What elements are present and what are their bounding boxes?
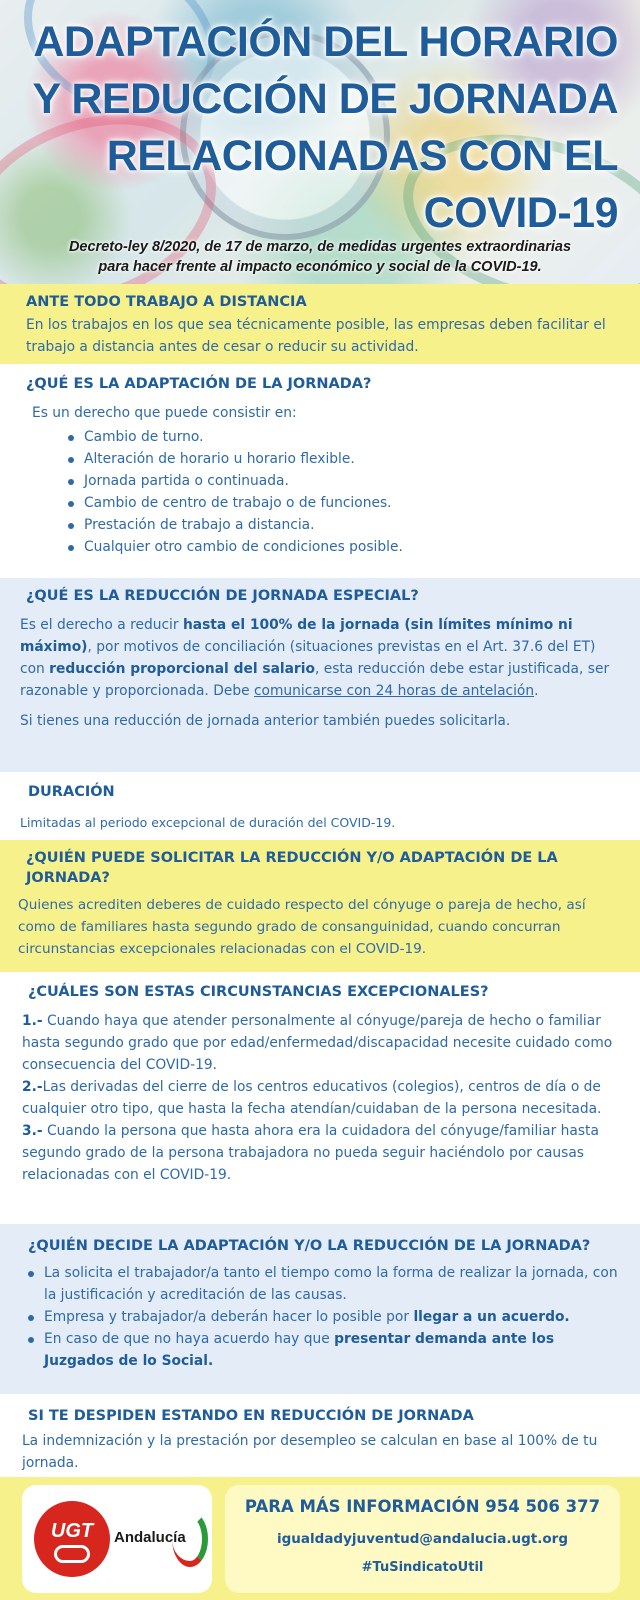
section-heading: SI TE DESPIDEN ESTANDO EN REDUCCIÓN DE JORNADA	[28, 1408, 474, 1424]
list-item: La solicita el trabajador/a tanto el tiempo como la forma de realizar la jornada, con la justificación y acreditación de las causas.	[26, 1262, 620, 1306]
section-heading: DURACIÓN	[28, 784, 115, 800]
handshake-icon	[54, 1545, 90, 1563]
item-text: Cuando la persona que hasta ahora era la cuidadora del cónyuge/familiar hasta segundo grado de la persona trabajadora no pueda seguir haciéndolo por causas relacionadas con el COVID-19.	[22, 1123, 599, 1183]
decreto-line: Decreto-ley 8/2020, de 17 de marzo, de medidas urgentes extraordinarias	[68, 239, 572, 255]
item-text: Las derivadas del cierre de los centros educativos (colegios), centros de día o de cualquier otro tipo, que hasta la fecha atendían/cuidaban de la persona necesitada.	[22, 1079, 602, 1117]
text-run: reducción proporcional del salario	[49, 661, 315, 677]
list-item: Prestación de trabajo a distancia.	[66, 514, 614, 536]
section-heading: ¿QUIÉN PUEDE SOLICITAR LA REDUCCIÓN Y/O ADAPTACIÓN DE LA JORNADA?	[26, 850, 558, 886]
section-quien-decide	[0, 1224, 640, 1394]
footer	[0, 1477, 640, 1600]
list-item: Alteración de horario u horario flexible.	[66, 448, 614, 470]
title-line: COVID-19	[423, 189, 618, 237]
list-item	[22, 1120, 618, 1186]
page-title	[18, 14, 618, 242]
section-text: Limitadas al periodo excepcional de duración del COVID-19.	[20, 815, 396, 830]
section-heading: ANTE TODO TRABAJO A DISTANCIA	[26, 294, 307, 310]
list-item	[22, 1010, 618, 1076]
item-number: 3.-	[22, 1123, 43, 1139]
text-run: hasta el 100% de la jornada (sin límites mínimo ni máximo)	[20, 617, 573, 655]
section-intro: Es un derecho que puede consistir en:	[32, 405, 297, 421]
text-run: En caso de que no haya acuerdo hay que	[44, 1331, 335, 1347]
text-run: .	[534, 683, 539, 699]
section-adaptacion	[0, 364, 640, 578]
item-text: Cuando haya que atender personalmente al cónyuge/pareja de hecho o familiar hasta segundo grado que por edad/enfermedad/discapacidad necesite cuidado como consecuencia del COVID-19.	[22, 1013, 613, 1073]
circunstancias-list	[22, 1010, 618, 1186]
section-reduccion	[0, 578, 640, 772]
section-quien-solicita	[0, 840, 640, 972]
list-item	[26, 1306, 620, 1328]
title-line: RELACIONADAS CON EL	[106, 132, 618, 180]
contact-email[interactable]: igualdadyjuventud@andalucia.ugt.org	[277, 1531, 568, 1547]
ugt-logo-text: UGT	[50, 1520, 94, 1542]
text-run: Es el derecho a reducir	[20, 617, 183, 633]
text-run: llegar a un acuerdo.	[413, 1309, 570, 1325]
item-number: 2.-	[22, 1079, 43, 1095]
text-run: presentar demanda ante los Juzgados de lo Social.	[44, 1331, 555, 1369]
hashtag: #TuSindicatoUtil	[361, 1560, 484, 1575]
text-run: , esta reducción debe estar justificada, ser razonable y proporcionada. Debe	[20, 661, 610, 699]
title-line: ADAPTACIÓN DEL HORARIO	[33, 18, 618, 66]
section-text	[20, 614, 620, 702]
title-line: Y REDUCCIÓN DE JORNADA	[32, 75, 618, 123]
text-run: Empresa y trabajador/a deberán hacer lo posible por	[44, 1309, 414, 1325]
region-label: Andalucía	[114, 1529, 186, 1546]
list-item	[22, 1076, 618, 1120]
section-duracion	[0, 772, 640, 840]
contact-box	[225, 1485, 620, 1593]
ugt-logo-circle	[34, 1501, 110, 1577]
section-circunstancias	[0, 972, 640, 1224]
list-item	[26, 1328, 620, 1372]
ugt-logo	[22, 1485, 212, 1593]
section-heading: ¿QUÉ ES LA REDUCCIÓN DE JORNADA ESPECIAL?	[26, 588, 419, 604]
section-heading: ¿QUÉ ES LA ADAPTACIÓN DE LA JORNADA?	[26, 376, 372, 392]
list-item: Cambio de centro de trabajo o de funciones.	[66, 492, 614, 514]
text-run: comunicarse con 24 horas de antelación	[253, 683, 535, 699]
contact-phone[interactable]: PARA MÁS INFORMACIÓN 954 506 377	[244, 1497, 601, 1516]
andalucia-arc-icon	[172, 1511, 208, 1567]
section-heading: ¿QUIÉN DECIDE LA ADAPTACIÓN Y/O LA REDUCCIÓN DE LA JORNADA?	[28, 1238, 591, 1254]
section-distancia	[0, 284, 640, 364]
section-text: Si tienes una reducción de jornada anterior también puedes solicitarla.	[20, 713, 511, 729]
adaptacion-list	[26, 426, 614, 558]
text-run: , por motivos de conciliación (situaciones previstas en el Art. 37.6 del ET) con	[20, 639, 596, 677]
quien-decide-list	[24, 1262, 620, 1372]
section-heading: ¿CUÁLES SON ESTAS CIRCUNSTANCIAS EXCEPCIONALES?	[28, 984, 489, 1000]
section-text: En los trabajos en los que sea técnicamente posible, las empresas deben facilitar el trabajo a distancia antes de cesar o reducir su actividad.	[26, 317, 606, 355]
decreto-line: para hacer frente al impacto económico y social de la COVID-19.	[98, 259, 542, 275]
header-banner	[0, 0, 640, 290]
list-item: Cualquier otro cambio de condiciones posible.	[66, 536, 614, 558]
section-text: La indemnización y la prestación por desempleo se calculan en base al 100% de tu jornada.	[22, 1433, 598, 1471]
decreto-subtitle	[0, 237, 640, 277]
section-text: Quienes acrediten deberes de cuidado respecto del cónyuge o pareja de hecho, así como de familiares hasta segundo grado de consanguinidad, cuando concurran circunstancias excepcionales relacionadas con el COVID-19.	[18, 897, 586, 957]
list-item: Jornada partida o continuada.	[66, 470, 614, 492]
section-despiden	[0, 1394, 640, 1477]
item-number: 1.-	[22, 1013, 43, 1029]
list-item: Cambio de turno.	[66, 426, 614, 448]
